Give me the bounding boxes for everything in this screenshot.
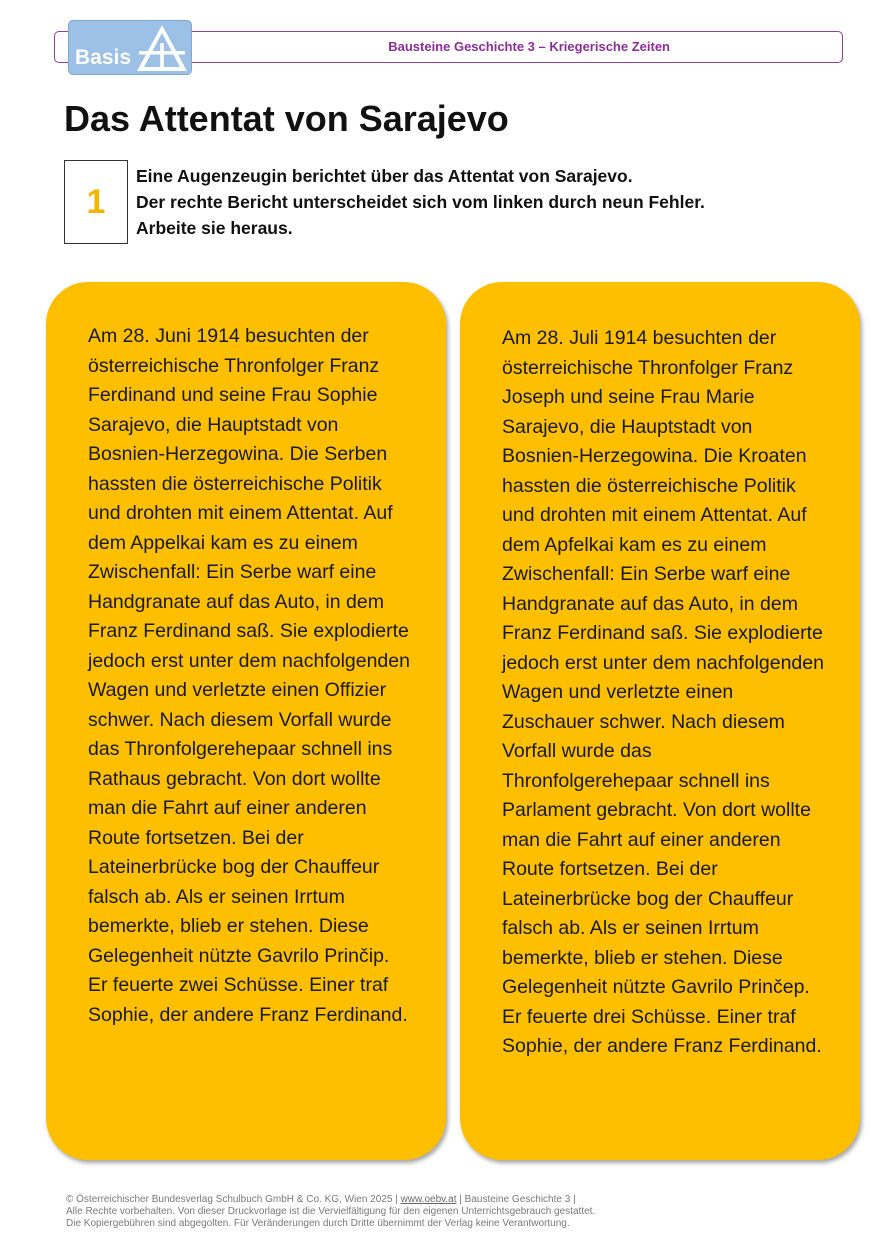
- task-number-box: [64, 160, 128, 244]
- footer-line-2: Alle Rechte vorbehalten. Von dieser Druckvorlage ist die Vervielfältigung für den eigenen Unterrichtsgebrauch gestattet.: [66, 1206, 596, 1217]
- footer-line-1-prefix: © Österreichischer Bundesverlag Schulbuch GmbH & Co. KG, Wien 2025 |: [66, 1194, 401, 1205]
- report-card-left: [46, 282, 446, 1160]
- instruction-line: Eine Augenzeugin berichtet über das Attentat von Sarajevo.: [136, 166, 633, 186]
- report-text-left: Am 28. Juni 1914 besuchten der österreichische Thronfolger Franz Ferdinand und seine Frau Sophie Sarajevo, die Hauptstadt von Bosnien-Herzegowina. Die Serben hassten die österreichische Politik und drohten mit einem Attentat. Auf dem Appelkai kam es zu einem Zwischenfall: Ein Serbe warf eine Handgranate auf das Auto, in dem Franz Ferdinand saß. Sie explodierte jedoch erst unter dem nachfolgenden Wagen und verletzte einen Offizier schwer. Nach diesem Vorfall wurde das Thronfolgerehepaar schnell ins Rathaus gebracht. Von dort wollte man die Fahrt auf einer anderen Route fortsetzen. Bei der Lateinerbrücke bog der Chauffeur falsch ab. Als er seinen Irrtum bemerkte, blieb er stehen. Diese Gelegenheit nützte Gavrilo Prinčip. Er feuerte zwei Schüsse. Einer traf Sophie, der andere Franz Ferdinand.: [88, 325, 410, 1026]
- footer-line-1: [66, 1194, 826, 1206]
- instruction-line: Arbeite sie heraus.: [136, 218, 293, 238]
- logo-text: Basis: [75, 46, 132, 69]
- task-number: 1: [86, 182, 106, 221]
- publisher-link[interactable]: www.oebv.at: [400, 1194, 457, 1205]
- page-title: Das Attentat von Sarajevo: [64, 98, 509, 139]
- series-title: Bausteine Geschichte 3 – Kriegerische Zeiten: [388, 39, 670, 54]
- copyright-footer: [66, 1194, 826, 1230]
- report-card-right: [460, 282, 860, 1160]
- task-instructions: [136, 163, 856, 241]
- footer-line-1-suffix: | Bausteine Geschichte 3 |: [456, 1194, 576, 1205]
- instruction-line: Der rechte Bericht unterscheidet sich vom linken durch neun Fehler.: [136, 192, 705, 212]
- footer-line-3: Die Kopiergebühren sind abgegolten. Für Veränderungen durch Dritte übernimmt der Verlag keine Verantwortung.: [66, 1218, 570, 1229]
- basis-logo: [68, 20, 192, 75]
- triangle-logo-icon: [135, 23, 189, 73]
- report-text-right: Am 28. Juli 1914 besuchten der österreichische Thronfolger Franz Joseph und seine Frau Marie Sarajevo, die Hauptstadt von Bosnien-Herzegowina. Die Kroaten hassten die österreichische Politik und drohten mit einem Attentat. Auf dem Apfelkai kam es zu einem Zwischenfall: Ein Serbe warf eine Handgranate auf das Auto, in dem Franz Ferdinand saß. Sie explodierte jedoch erst unter dem nachfolgenden Wagen und verletzte einen Zuschauer schwer. Nach diesem Vorfall wurde das Thronfolgerehepaar schnell ins Parlament gebracht. Von dort wollte man die Fahrt auf einer anderen Route fortsetzen. Bei der Lateinerbrücke bog der Chauffeur falsch ab. Als er seinen Irrtum bemerkte, blieb er stehen. Diese Gelegenheit nützte Gavrilo Prinčep. Er feuerte drei Schüsse. Einer traf Sophie, der andere Franz Ferdinand.: [502, 327, 824, 1057]
